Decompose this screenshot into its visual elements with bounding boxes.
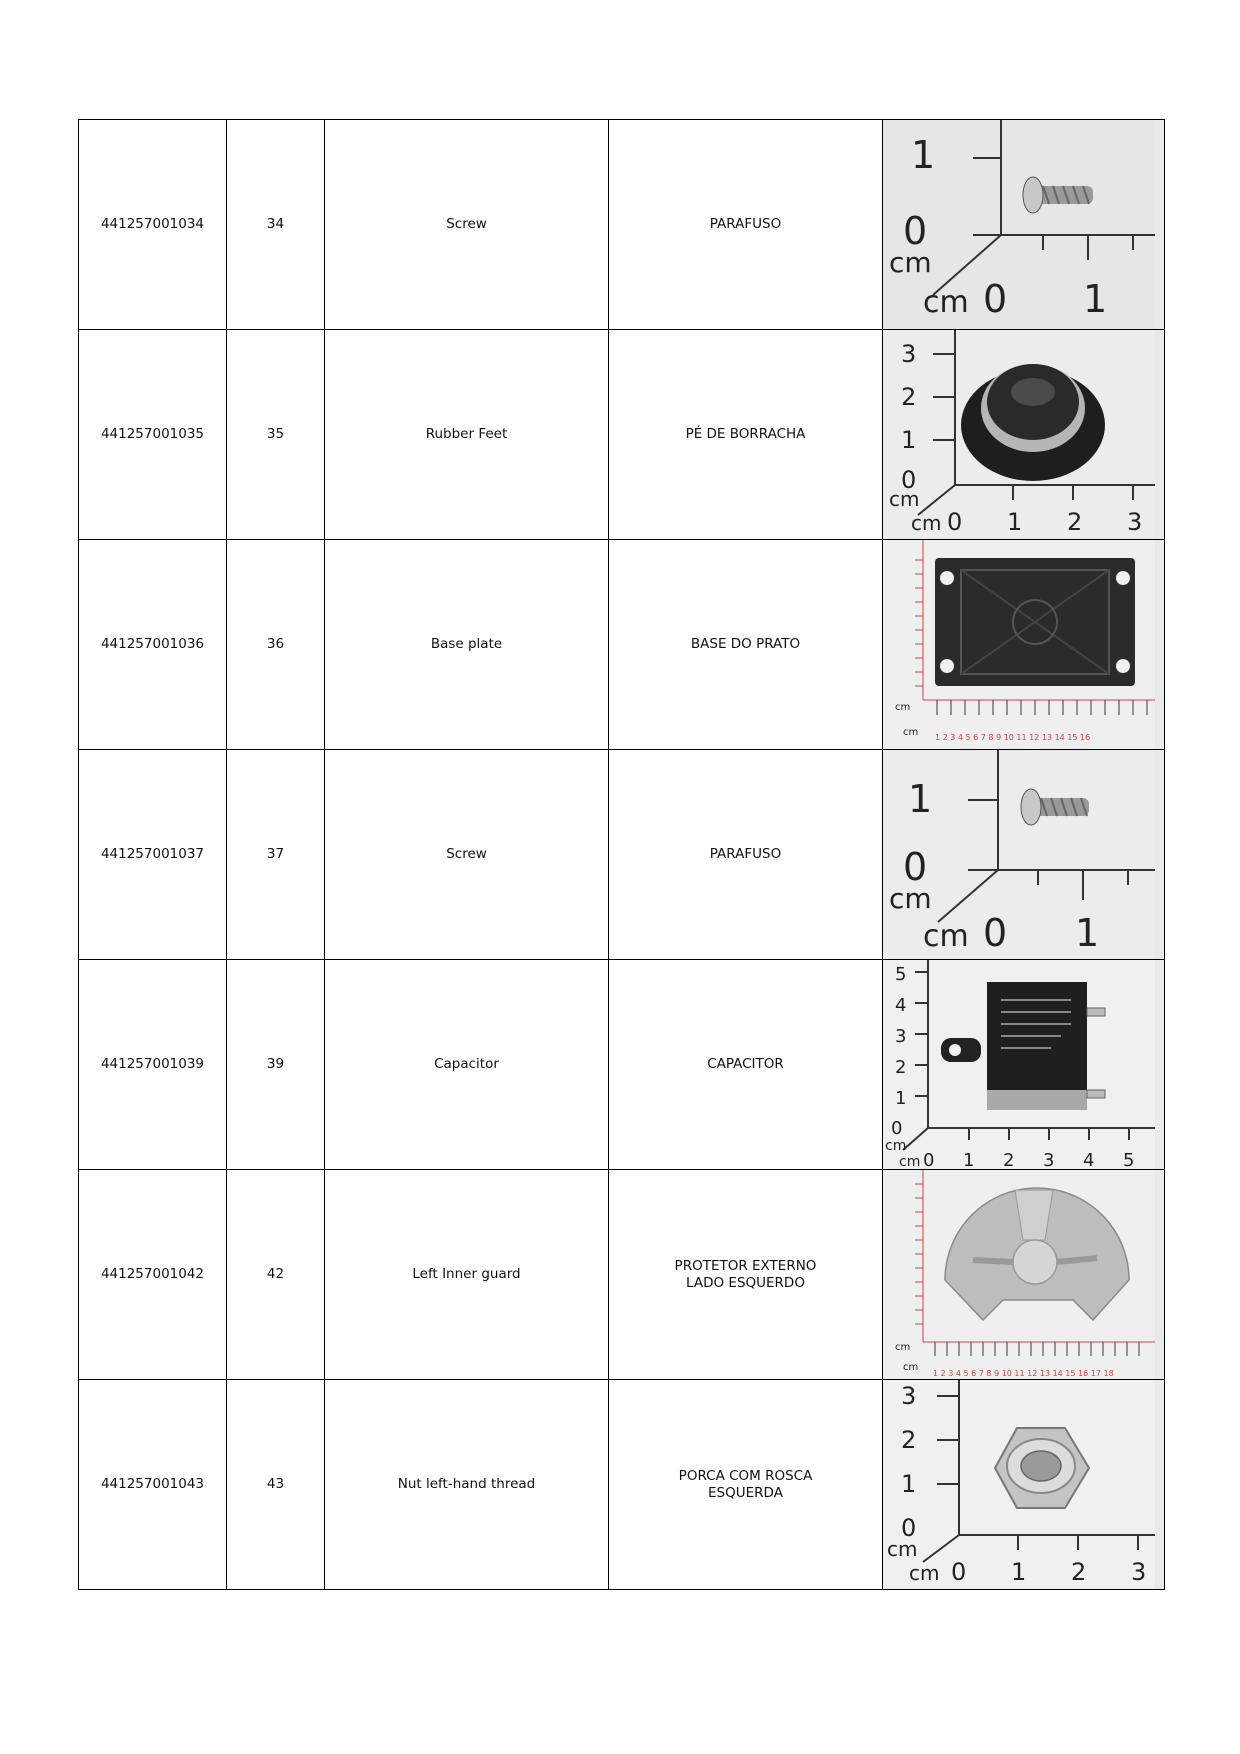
part-photo xyxy=(883,1170,1165,1380)
svg-text:4: 4 xyxy=(895,995,907,1016)
part-photo xyxy=(883,750,1165,960)
reference-number: 36 xyxy=(227,540,325,750)
svg-text:1: 1 xyxy=(1075,911,1100,955)
svg-text:2: 2 xyxy=(895,1057,907,1078)
reference-number: 35 xyxy=(227,330,325,540)
svg-text:cm: cm xyxy=(911,511,942,535)
svg-text:1: 1 xyxy=(1011,1558,1027,1586)
reference-number: 43 xyxy=(227,1380,325,1590)
description-en: Left Inner guard xyxy=(325,1170,609,1380)
svg-text:3: 3 xyxy=(895,1026,907,1047)
svg-text:cm: cm xyxy=(885,1138,907,1154)
svg-text:1: 1 xyxy=(908,777,933,821)
screw-icon xyxy=(883,750,1155,959)
svg-text:cm: cm xyxy=(889,246,932,279)
svg-text:3: 3 xyxy=(1131,1558,1147,1586)
part-code: 441257001034 xyxy=(79,120,227,330)
description-en: Rubber Feet xyxy=(325,330,609,540)
svg-text:2: 2 xyxy=(901,383,917,411)
svg-text:3: 3 xyxy=(901,1382,917,1410)
svg-text:2: 2 xyxy=(1071,1558,1087,1586)
svg-text:2: 2 xyxy=(1003,1150,1015,1169)
svg-text:0: 0 xyxy=(947,508,963,536)
table-row xyxy=(79,750,1165,960)
table-row xyxy=(79,540,1165,750)
part-photo xyxy=(883,120,1165,330)
svg-text:5: 5 xyxy=(895,964,907,985)
table-row xyxy=(79,120,1165,330)
svg-text:1: 1 xyxy=(963,1150,975,1169)
svg-text:3: 3 xyxy=(1043,1150,1055,1169)
base-plate-icon xyxy=(883,540,1155,749)
svg-text:0: 0 xyxy=(951,1558,967,1586)
svg-text:0: 0 xyxy=(891,1118,903,1139)
svg-text:0: 0 xyxy=(983,277,1008,321)
parts-table xyxy=(78,119,1165,1590)
svg-text:cm: cm xyxy=(899,1154,921,1169)
description-en: Base plate xyxy=(325,540,609,750)
svg-text:5: 5 xyxy=(1123,1150,1135,1169)
part-photo xyxy=(883,330,1165,540)
svg-text:0: 0 xyxy=(901,1514,917,1542)
svg-text:cm: cm xyxy=(903,1362,919,1373)
svg-text:cm: cm xyxy=(889,487,920,511)
part-code: 441257001037 xyxy=(79,750,227,960)
svg-text:1: 1 xyxy=(911,133,936,177)
reference-number: 42 xyxy=(227,1170,325,1380)
svg-text:4: 4 xyxy=(1083,1150,1095,1169)
part-code: 441257001043 xyxy=(79,1380,227,1590)
description-pt: CAPACITOR xyxy=(609,960,883,1170)
part-code: 441257001042 xyxy=(79,1170,227,1380)
part-photo xyxy=(883,960,1165,1170)
svg-text:cm: cm xyxy=(895,1342,911,1353)
rubber-foot-icon xyxy=(883,330,1155,539)
description-en: Capacitor xyxy=(325,960,609,1170)
screw-icon xyxy=(883,120,1155,329)
svg-text:cm: cm xyxy=(923,919,969,954)
part-photo xyxy=(883,540,1165,750)
description-pt: PÉ DE BORRACHA xyxy=(609,330,883,540)
description-pt: PORCA COM ROSCA ESQUERDA xyxy=(609,1380,883,1590)
svg-text:cm: cm xyxy=(903,727,919,738)
svg-text:3: 3 xyxy=(901,340,917,368)
svg-text:0: 0 xyxy=(983,911,1008,955)
description-pt: PROTETOR EXTERNO LADO ESQUERDO xyxy=(609,1170,883,1380)
svg-text:2: 2 xyxy=(1067,508,1083,536)
table-row xyxy=(79,960,1165,1170)
table-row xyxy=(79,1380,1165,1590)
part-photo xyxy=(883,1380,1165,1590)
table-row xyxy=(79,330,1165,540)
svg-text:0: 0 xyxy=(923,1150,935,1169)
svg-text:1 2 3 4 5 6 7 8 9 10 11 12 13: 1 2 3 4 5 6 7 8 9 10 11 12 13 14 15 16 xyxy=(935,733,1091,742)
svg-text:cm: cm xyxy=(895,702,911,713)
part-code: 441257001036 xyxy=(79,540,227,750)
description-en: Screw xyxy=(325,750,609,960)
description-en: Screw xyxy=(325,120,609,330)
svg-text:1: 1 xyxy=(901,1470,917,1498)
svg-text:cm: cm xyxy=(909,1561,940,1585)
reference-number: 34 xyxy=(227,120,325,330)
svg-text:0: 0 xyxy=(903,209,928,253)
description-pt: PARAFUSO xyxy=(609,120,883,330)
svg-text:1: 1 xyxy=(1083,277,1108,321)
hex-nut-icon xyxy=(883,1380,1155,1589)
svg-text:1 2 3 4 5 6 7 8 9 10 11 12 13: 1 2 3 4 5 6 7 8 9 10 11 12 13 14 15 16 17 18 xyxy=(933,1369,1114,1378)
svg-text:1: 1 xyxy=(1007,508,1023,536)
svg-text:2: 2 xyxy=(901,1426,917,1454)
svg-text:cm: cm xyxy=(889,882,932,915)
part-code: 441257001039 xyxy=(79,960,227,1170)
description-en: Nut left-hand thread xyxy=(325,1380,609,1590)
svg-text:3: 3 xyxy=(1127,508,1143,536)
description-pt: BASE DO PRATO xyxy=(609,540,883,750)
table-row xyxy=(79,1170,1165,1380)
reference-number: 37 xyxy=(227,750,325,960)
part-code: 441257001035 xyxy=(79,330,227,540)
svg-text:cm: cm xyxy=(923,285,969,320)
svg-text:1: 1 xyxy=(895,1088,907,1109)
svg-text:0: 0 xyxy=(901,466,917,494)
svg-text:0: 0 xyxy=(903,845,928,889)
description-pt: PARAFUSO xyxy=(609,750,883,960)
reference-number: 39 xyxy=(227,960,325,1170)
inner-guard-icon xyxy=(883,1170,1155,1379)
svg-text:1: 1 xyxy=(901,426,917,454)
capacitor-icon xyxy=(883,960,1155,1169)
svg-text:cm: cm xyxy=(887,1537,918,1561)
